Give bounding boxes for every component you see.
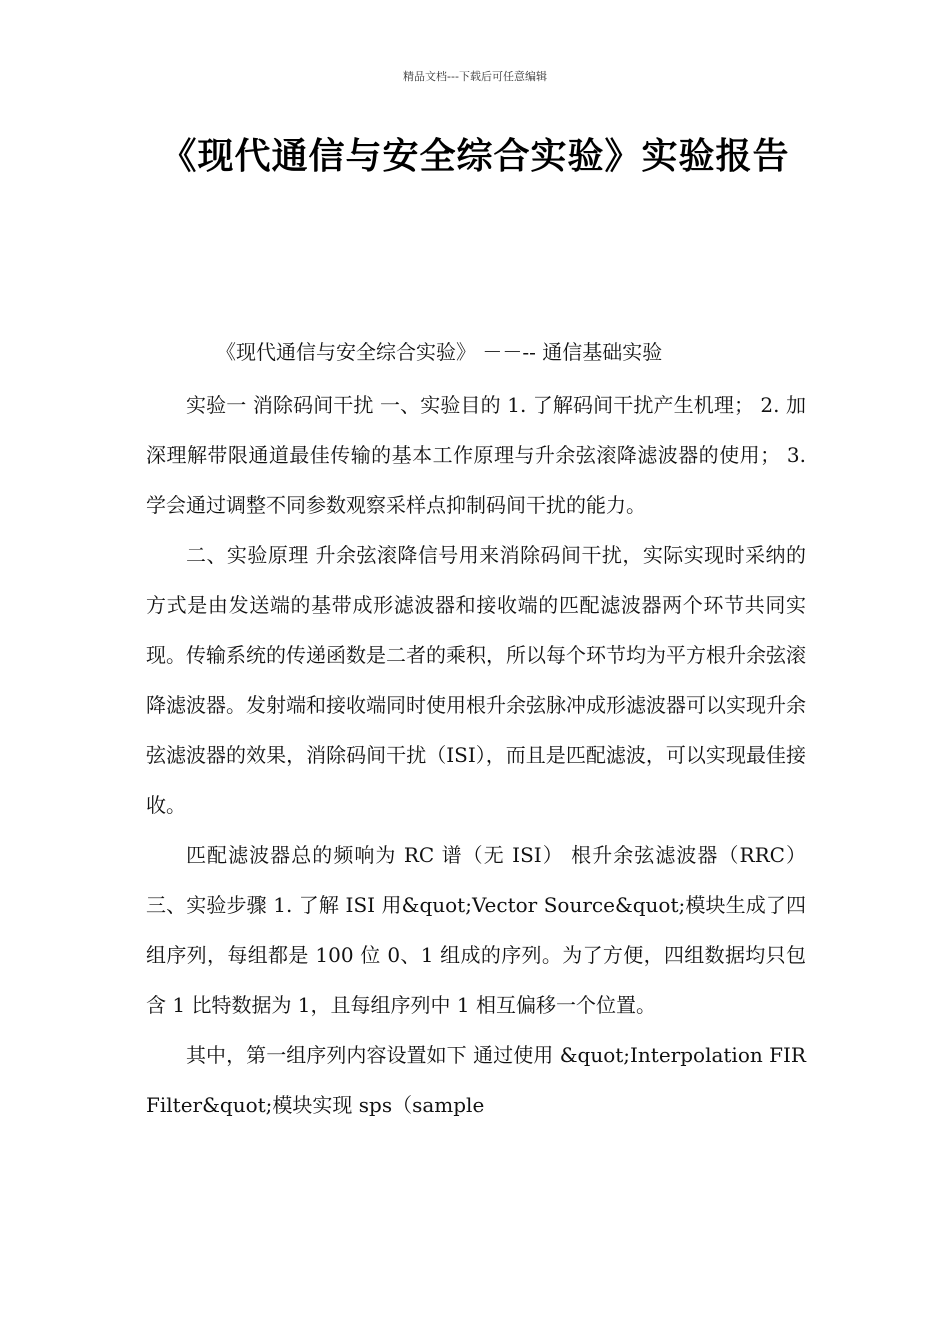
paragraph-steps: 匹配滤波器总的频响为 RC 谱（无 ISI） 根升余弦滤波器（RRC） 三、实验步骤 1. 了解 ISI 用&quot;Vector Source&quot;模块生成了四组序列，每组都是 100 位 0、1 组成的序列。为了方便，四组数据均只包含 1 比特数据为 1，且每组序列中 1 相互偏移一个位置。: [146, 843, 806, 1017]
paragraph-sequence-setup: 其中，第一组序列内容设置如下 通过使用 &quot;Interpolation FIR Filter&quot;模块实现 sps（sample: [146, 1043, 806, 1117]
header-note: 精品文档---下载后可任意编辑: [403, 70, 547, 83]
paragraph-principle: 二、实验原理 升余弦滚降信号用来消除码间干扰，实际实现时采纳的方式是由发送端的基带成形滤波器和接收端的匹配滤波器两个环节共同实现。传输系统的传递函数是二者的乘积，所以每个环节均为平方根升余弦滚降滤波器。发射端和接收端同时使用根升余弦脉冲成形滤波器可以实现升余弦滤波器的效果，消除码间干扰（ISI），而且是匹配滤波，可以实现最佳接收。: [146, 543, 806, 817]
document-title: 《现代通信与安全综合实验》实验报告: [160, 136, 790, 177]
paragraph-objectives: 实验一 消除码间干扰 一、实验目的 1. 了解码间干扰产生机理； 2. 加深理解带限通道最佳传输的基本工作原理与升余弦滚降滤波器的使用； 3. 学会通过调整不同参数观察采样点抑制码间干扰的能力。: [146, 393, 806, 517]
body-text: [146, 380, 806, 1130]
document-subtitle: 《现代通信与安全综合实验》 －－-- 通信基础实验: [216, 340, 663, 364]
